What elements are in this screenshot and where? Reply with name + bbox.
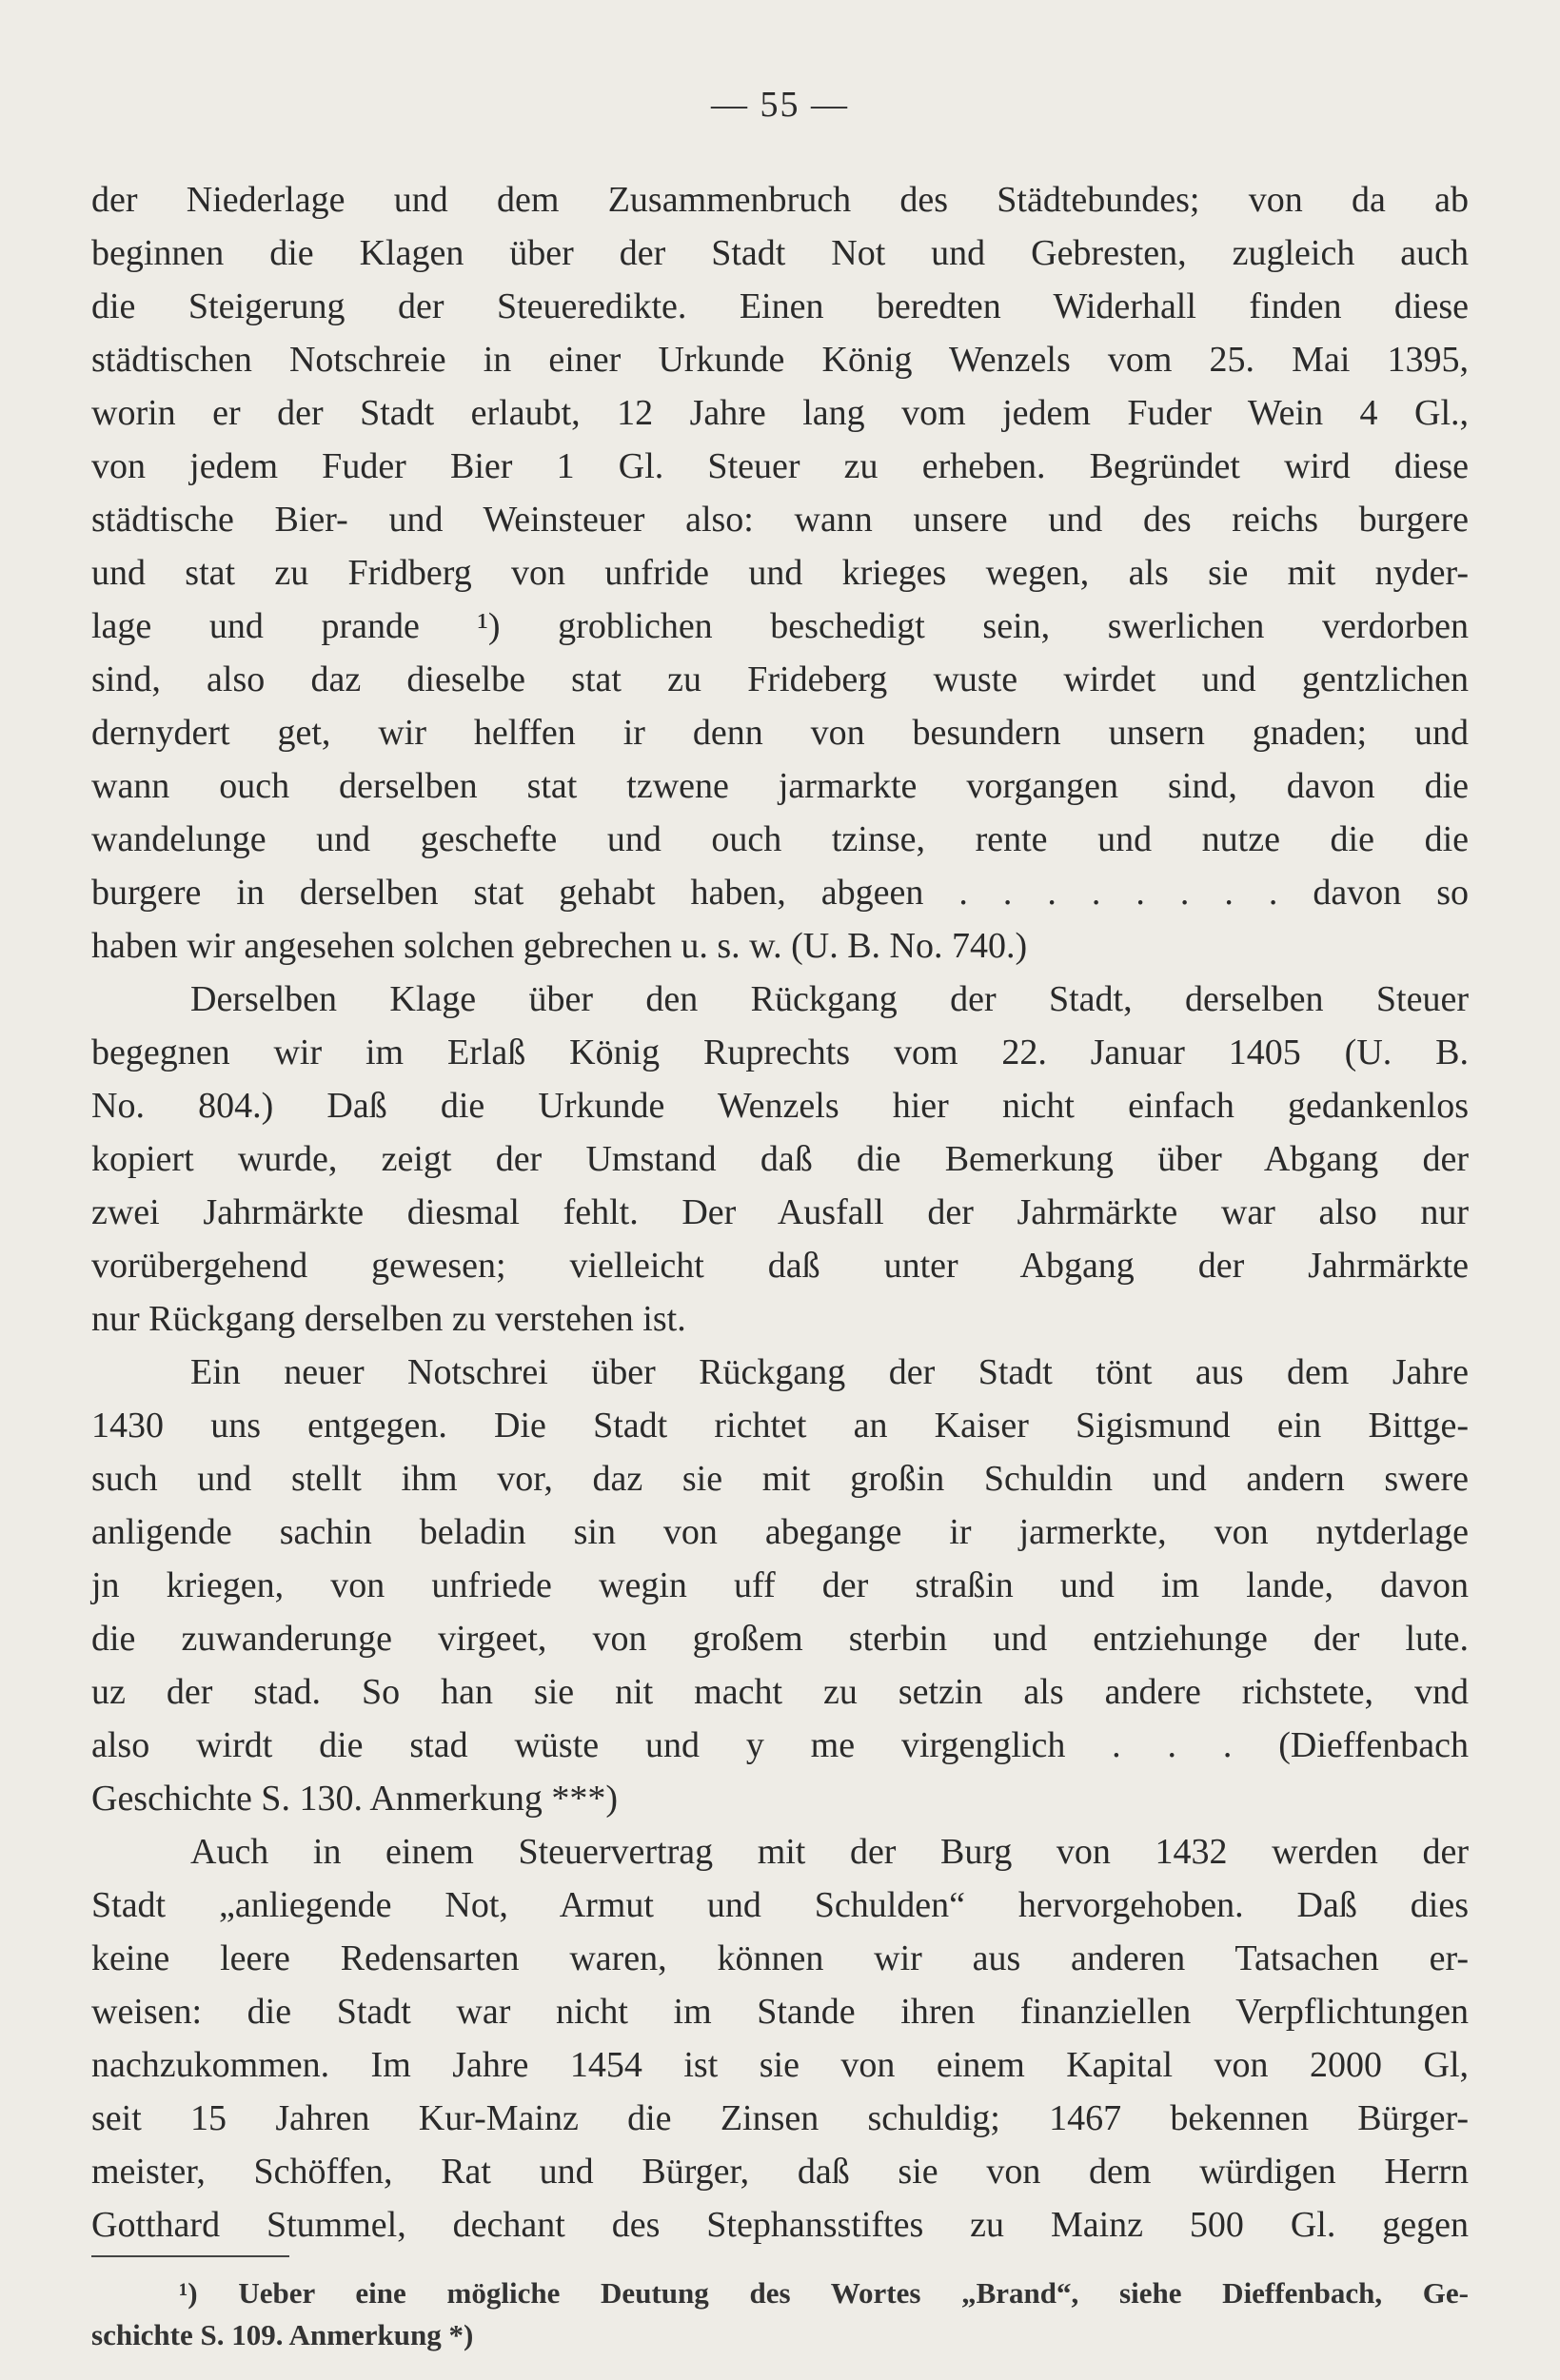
text-line: die zuwanderunge virgeet, von großem sterbin und entziehunge der lute. xyxy=(91,1619,1469,1659)
body-text xyxy=(91,173,1469,2252)
text-line: vorübergehend gewesen; vielleicht daß unter Abgang der Jahrmärkte xyxy=(91,1246,1469,1286)
text-line: dernydert get, wir helffen ir denn von besundern unsern gnaden; und xyxy=(91,713,1469,753)
text-line: Gotthard Stummel, dechant des Stephansstiftes zu Mainz 500 Gl. gegen xyxy=(91,2205,1469,2245)
text-line: Auch in einem Steuervertrag mit der Burg von 1432 werden der xyxy=(190,1832,1469,1872)
text-line: lage und prande ¹) groblichen beschedigt sein, swerlichen verdorben xyxy=(91,606,1469,646)
text-line: wann ouch derselben stat tzwene jarmarkte vorgangen sind, davon die xyxy=(91,766,1469,806)
text-line: weisen: die Stadt war nicht im Stande ihren finanziellen Verpflichtungen xyxy=(91,1992,1469,2032)
text-line: die Steigerung der Steueredikte. Einen beredten Widerhall finden diese xyxy=(91,286,1469,326)
text-line: meister, Schöffen, Rat und Bürger, daß sie von dem würdigen Herrn xyxy=(91,2152,1469,2192)
text-line: 1430 uns entgegen. Die Stadt richtet an Kaiser Sigismund ein Bittge- xyxy=(91,1406,1469,1446)
text-line: städtische Bier- und Weinsteuer also: wann unsere und des reichs burgere xyxy=(91,500,1469,540)
text-line: burgere in derselben stat gehabt haben, abgeen . . . . . . . . davon so xyxy=(91,873,1469,913)
footnote-divider xyxy=(91,2255,289,2257)
text-line: worin er der Stadt erlaubt, 12 Jahre lang vom jedem Fuder Wein 4 Gl., xyxy=(91,393,1469,433)
text-line: von jedem Fuder Bier 1 Gl. Steuer zu erheben. Begründet wird diese xyxy=(91,446,1469,486)
text-line: und stat zu Fridberg von unfride und krieges wegen, als sie mit nyder- xyxy=(91,553,1469,593)
text-line: beginnen die Klagen über der Stadt Not und Gebresten, zugleich auch xyxy=(91,233,1469,273)
text-line: begegnen wir im Erlaß König Ruprechts vom 22. Januar 1405 (U. B. xyxy=(91,1033,1469,1072)
footnote-line: schichte S. 109. Anmerkung *) xyxy=(91,2318,474,2351)
paragraph xyxy=(91,1346,1469,1825)
text-line: nur Rückgang derselben zu verstehen ist. xyxy=(91,1299,686,1339)
text-line: seit 15 Jahren Kur-Mainz die Zinsen schuldig; 1467 bekennen Bürger- xyxy=(91,2098,1469,2138)
text-line: zwei Jahrmärkte diesmal fehlt. Der Ausfall der Jahrmärkte war also nur xyxy=(91,1192,1469,1232)
page-content xyxy=(91,173,1469,2356)
text-line: Geschichte S. 130. Anmerkung ***) xyxy=(91,1779,619,1819)
text-line: uz der stad. So han sie nit macht zu setzin als andere richstete, vnd xyxy=(91,1672,1469,1712)
paragraph xyxy=(91,1825,1469,2252)
text-line: such und stellt ihm vor, daz sie mit großin Schuldin und andern swere xyxy=(91,1459,1469,1499)
text-line: nachzukommen. Im Jahre 1454 ist sie von einem Kapital von 2000 Gl, xyxy=(91,2045,1469,2085)
text-line: sind, also daz dieselbe stat zu Frideberg wuste wirdet und gentzlichen xyxy=(91,659,1469,699)
footnote xyxy=(91,2272,1469,2356)
text-line: jn kriegen, von unfriede wegin uff der straßin und im lande, davon xyxy=(91,1565,1469,1605)
page-number: — 55 — xyxy=(711,85,849,125)
text-line: also wirdt die stad wüste und y me virgenglich . . . (Dieffenbach xyxy=(91,1725,1469,1765)
text-line: No. 804.) Daß die Urkunde Wenzels hier nicht einfach gedankenlos xyxy=(91,1086,1469,1126)
paragraph xyxy=(91,973,1469,1346)
text-line: Derselben Klage über den Rückgang der Stadt, derselben Steuer xyxy=(190,979,1469,1019)
text-line: Stadt „anliegende Not, Armut und Schulden“ hervorgehoben. Daß dies xyxy=(91,1885,1469,1925)
text-line: keine leere Redensarten waren, können wir aus anderen Tatsachen er- xyxy=(91,1938,1469,1978)
text-line: wandelunge und geschefte und ouch tzinse, rente und nutze die die xyxy=(91,819,1469,859)
text-line: anligende sachin beladin sin von abegange ir jarmerkte, von nytderlage xyxy=(91,1512,1469,1552)
text-line: haben wir angesehen solchen gebrechen u. s. w. (U. B. No. 740.) xyxy=(91,926,1028,966)
text-line: der Niederlage und dem Zusammenbruch des Städtebundes; von da ab xyxy=(91,180,1469,220)
footnote-line: ¹) Ueber eine mögliche Deutung des Wortes „Brand“, siehe Dieffenbach, Ge- xyxy=(179,2276,1469,2310)
text-line: städtischen Notschreie in einer Urkunde König Wenzels vom 25. Mai 1395, xyxy=(91,340,1469,380)
paragraph xyxy=(91,173,1469,973)
text-line: kopiert wurde, zeigt der Umstand daß die Bemerkung über Abgang der xyxy=(91,1139,1469,1179)
text-line: Ein neuer Notschrei über Rückgang der Stadt tönt aus dem Jahre xyxy=(190,1352,1469,1392)
